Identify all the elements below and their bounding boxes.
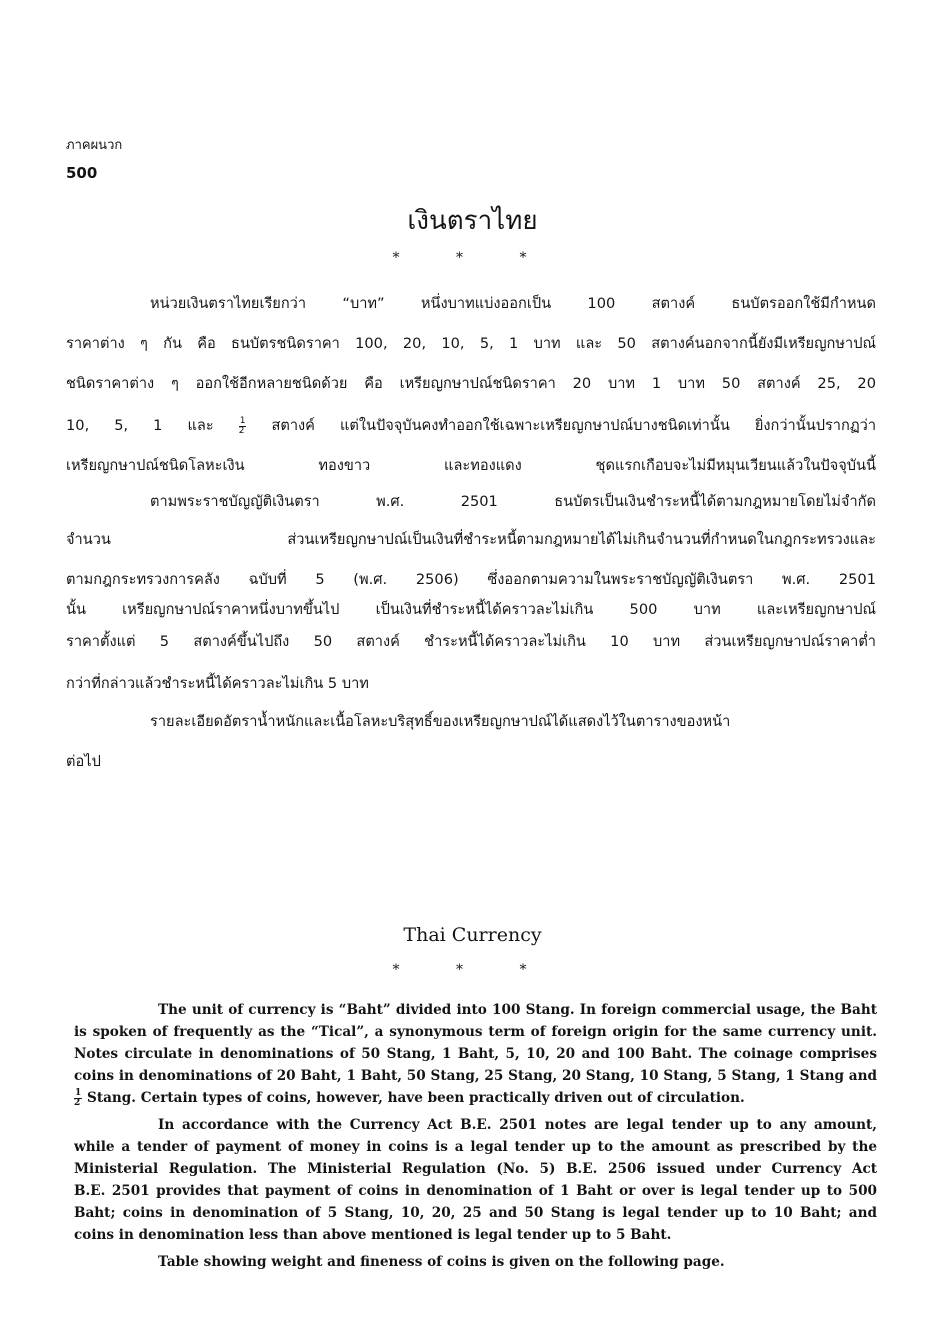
thai-line-9: นั้น เหรียญกษาปณ์ราคาหนึ่งบาทขึ้นไป เป็นเงินที่ชำระหนี้ได้คราวละไม่เกิน 500 บาท และเหรียญกษาปณ์ [66, 601, 876, 618]
thai-title: เงินตราไทย [407, 206, 538, 236]
thai-line-5: เหรียญกษาปณ์ชนิดโลหะเงิน ทองขาว และทองแดง ชุดแรกเกือบจะไม่มีหมุนเวียนแล้วในปัจจุบันนี้ [66, 457, 876, 474]
section-label: ภาคผนวก [66, 138, 123, 153]
thai-line-1: หน่วยเงินตราไทยเรียกว่า “บาท” หนึ่งบาทแบ่งออกเป็น 100 สตางค์ ธนบัตรออกใช้มีกำหนด [150, 295, 876, 312]
english-line-5 [74, 1087, 877, 1109]
page-number: 500 [66, 164, 98, 182]
english-title: Thai Currency [403, 924, 542, 946]
english-line-10: Baht; coins in denomination of 5 Stang, 10, 20, 25 and 50 Stang is legal tender up to 10 Baht; and [74, 1205, 877, 1221]
thai-line-13: ต่อไป [66, 753, 101, 770]
english-line-6: In accordance with the Currency Act B.E. 2501 notes are legal tender up to any amount, [158, 1117, 877, 1133]
english-line-9: B.E. 2501 provides that payment of coins in denomination of 1 Baht or over is legal tender up to 500 [74, 1183, 877, 1199]
english-line-7: while a tender of payment of money in coins is a legal tender up to the amount as prescribed by the [74, 1139, 877, 1155]
thai-line-3: ชนิดราคาต่าง ๆ ออกใช้อีกหลายชนิดด้วย คือ เหรียญกษาปณ์ชนิดราคา 20 บาท 1 บาท 50 สตางค์ 25, 20 [66, 375, 876, 392]
english-line-5-text: Stang. Certain types of coins, however, have been practically driven out of circulation. [87, 1090, 745, 1106]
english-line-3: Notes circulate in denominations of 50 Stang, 1 Baht, 5, 10, 20 and 100 Baht. The coinage comprises [74, 1046, 877, 1062]
thai-line-4 [66, 410, 876, 442]
thai-line-6: ตามพระราชบัญญัติเงินตรา พ.ศ. 2501 ธนบัตรเป็นเงินชำระหนี้ได้ตามกฎหมายโดยไม่จำกัด [150, 493, 876, 510]
english-divider-stars: * * * [392, 962, 553, 978]
thai-line-8: ตามกฎกระทรวงการคลัง ฉบับที่ 5 (พ.ศ. 2506) ซึ่งออกตามความในพระราชบัญญัติเงินตรา พ.ศ. 2501 [66, 571, 876, 588]
english-line-12: Table showing weight and fineness of coins is given on the following page. [158, 1254, 725, 1270]
thai-line-7: จำนวน ส่วนเหรียญกษาปณ์เป็นเงินที่ชำระหนี้ตามกฎหมายได้ไม่เกินจำนวนที่กำหนดในกฎกระทรวงและ [66, 531, 876, 548]
english-line-8: Ministerial Regulation. The Ministerial Regulation (No. 5) B.E. 2506 issued under Currency Act [74, 1161, 877, 1177]
half-fraction-english: $\frac{1}{2}$ [74, 1088, 82, 1108]
thai-divider-stars: * * * [392, 250, 553, 266]
thai-line-2: ราคาต่าง ๆ กัน คือ ธนบัตรชนิดราคา 100, 20, 10, 5, 1 บาท และ 50 สตางค์นอกจากนี้ยังมีเหรียญกษาปณ์ [66, 335, 876, 352]
english-line-11: coins in denomination less than above mentioned is legal tender up to 5 Baht. [74, 1227, 672, 1243]
thai-line-10: ราคาตั้งแต่ 5 สตางค์ขึ้นไปถึง 50 สตางค์ ชำระหนี้ได้คราวละไม่เกิน 10 บาท ส่วนเหรียญกษาปณ์ราคาต่ำ [66, 633, 876, 650]
english-line-1: The unit of currency is “Baht” divided into 100 Stang. In foreign commercial usage, the Baht [158, 1002, 877, 1018]
english-line-2: is spoken of frequently as the “Tical”, a synonymous term of foreign origin for the same currency unit. [74, 1024, 877, 1040]
thai-line-12: รายละเอียดอัตราน้ำหนักและเนื้อโลหะบริสุทธิ์ของเหรียญกษาปณ์ได้แสดงไว้ในตารางของหน้า [150, 713, 731, 730]
half-fraction: $\frac{1}{2}$ [238, 415, 246, 436]
thai-line-4-text: สตางค์ แต่ในปัจจุบันคงทำออกใช้เฉพาะเหรียญกษาปณ์บางชนิดเท่านั้น ยิ่งกว่านั้นปรากฏว่า [271, 417, 876, 434]
thai-line-4-prefix: 10, 5, 1 และ [66, 417, 214, 434]
english-line-4: coins in denominations of 20 Baht, 1 Baht, 50 Stang, 25 Stang, 20 Stang, 10 Stang, 5 Stang, 1 Stang and [74, 1068, 877, 1084]
thai-line-11: กว่าที่กล่าวแล้วชำระหนี้ได้คราวละไม่เกิน 5 บาท [66, 675, 369, 692]
